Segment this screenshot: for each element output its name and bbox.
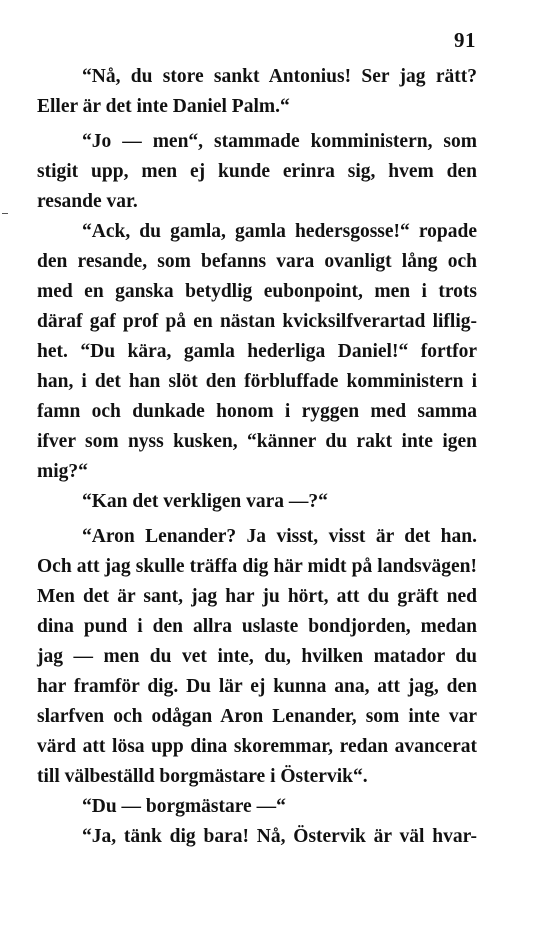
- text-line: slarfven och odågan Aron Lenander, som inte var: [37, 706, 477, 727]
- margin-mark: [2, 213, 8, 214]
- text-line: dina pund i den allra uslaste bondjorden, medan: [37, 616, 477, 637]
- text-line: resande var.: [37, 191, 138, 212]
- text-line: Men det är sant, jag har ju hört, att du gräft ned: [37, 586, 477, 607]
- text-line: däraf gaf prof på en nästan kvicksilfverartad liflig-: [37, 311, 477, 332]
- text-line: “Kan det verkligen vara —?“: [82, 491, 328, 512]
- text-line: “Aron Lenander? Ja visst, visst är det han.: [82, 526, 477, 547]
- text-line: mig?“: [37, 461, 88, 482]
- text-line: “Ja, tänk dig bara! Nå, Östervik är väl hvar-: [82, 826, 477, 847]
- text-line: värd att lösa upp dina skoremmar, redan avancerat: [37, 736, 477, 757]
- text-line: han, i det han slöt den förbluffade komministern i: [37, 371, 477, 392]
- text-line: stigit upp, men ej kunde erinra sig, hvem den: [37, 161, 477, 182]
- text-line: famn och dunkade honom i ryggen med samma: [37, 401, 477, 422]
- text-line: “Jo — men“, stammade komministern, som: [82, 131, 477, 152]
- text-line: den resande, som befanns vara ovanligt lång och: [37, 251, 477, 272]
- text-line: “Nå, du store sankt Antonius! Ser jag rätt?: [82, 66, 477, 87]
- text-line: “Ack, du gamla, gamla hedersgosse!“ ropade: [82, 221, 477, 242]
- text-line: “Du — borgmästare —“: [82, 796, 286, 817]
- text-line: ifver som nyss kusken, “känner du rakt inte igen: [37, 431, 477, 452]
- text-line: Eller är det inte Daniel Palm.“: [37, 96, 290, 117]
- text-line: har framför dig. Du lär ej kunna ana, att jag, den: [37, 676, 477, 697]
- text-line: jag — men du vet inte, du, hvilken matador du: [37, 646, 477, 667]
- page-number: 91: [454, 28, 476, 52]
- text-line: Och att jag skulle träffa dig här midt på landsvägen!: [37, 556, 477, 577]
- text-line: het. “Du kära, gamla hederliga Daniel!“ fortfor: [37, 341, 477, 362]
- text-line: med en ganska betydlig eubonpoint, men i trots: [37, 281, 477, 302]
- text-line: till välbeställd borgmästare i Östervik“.: [37, 766, 368, 787]
